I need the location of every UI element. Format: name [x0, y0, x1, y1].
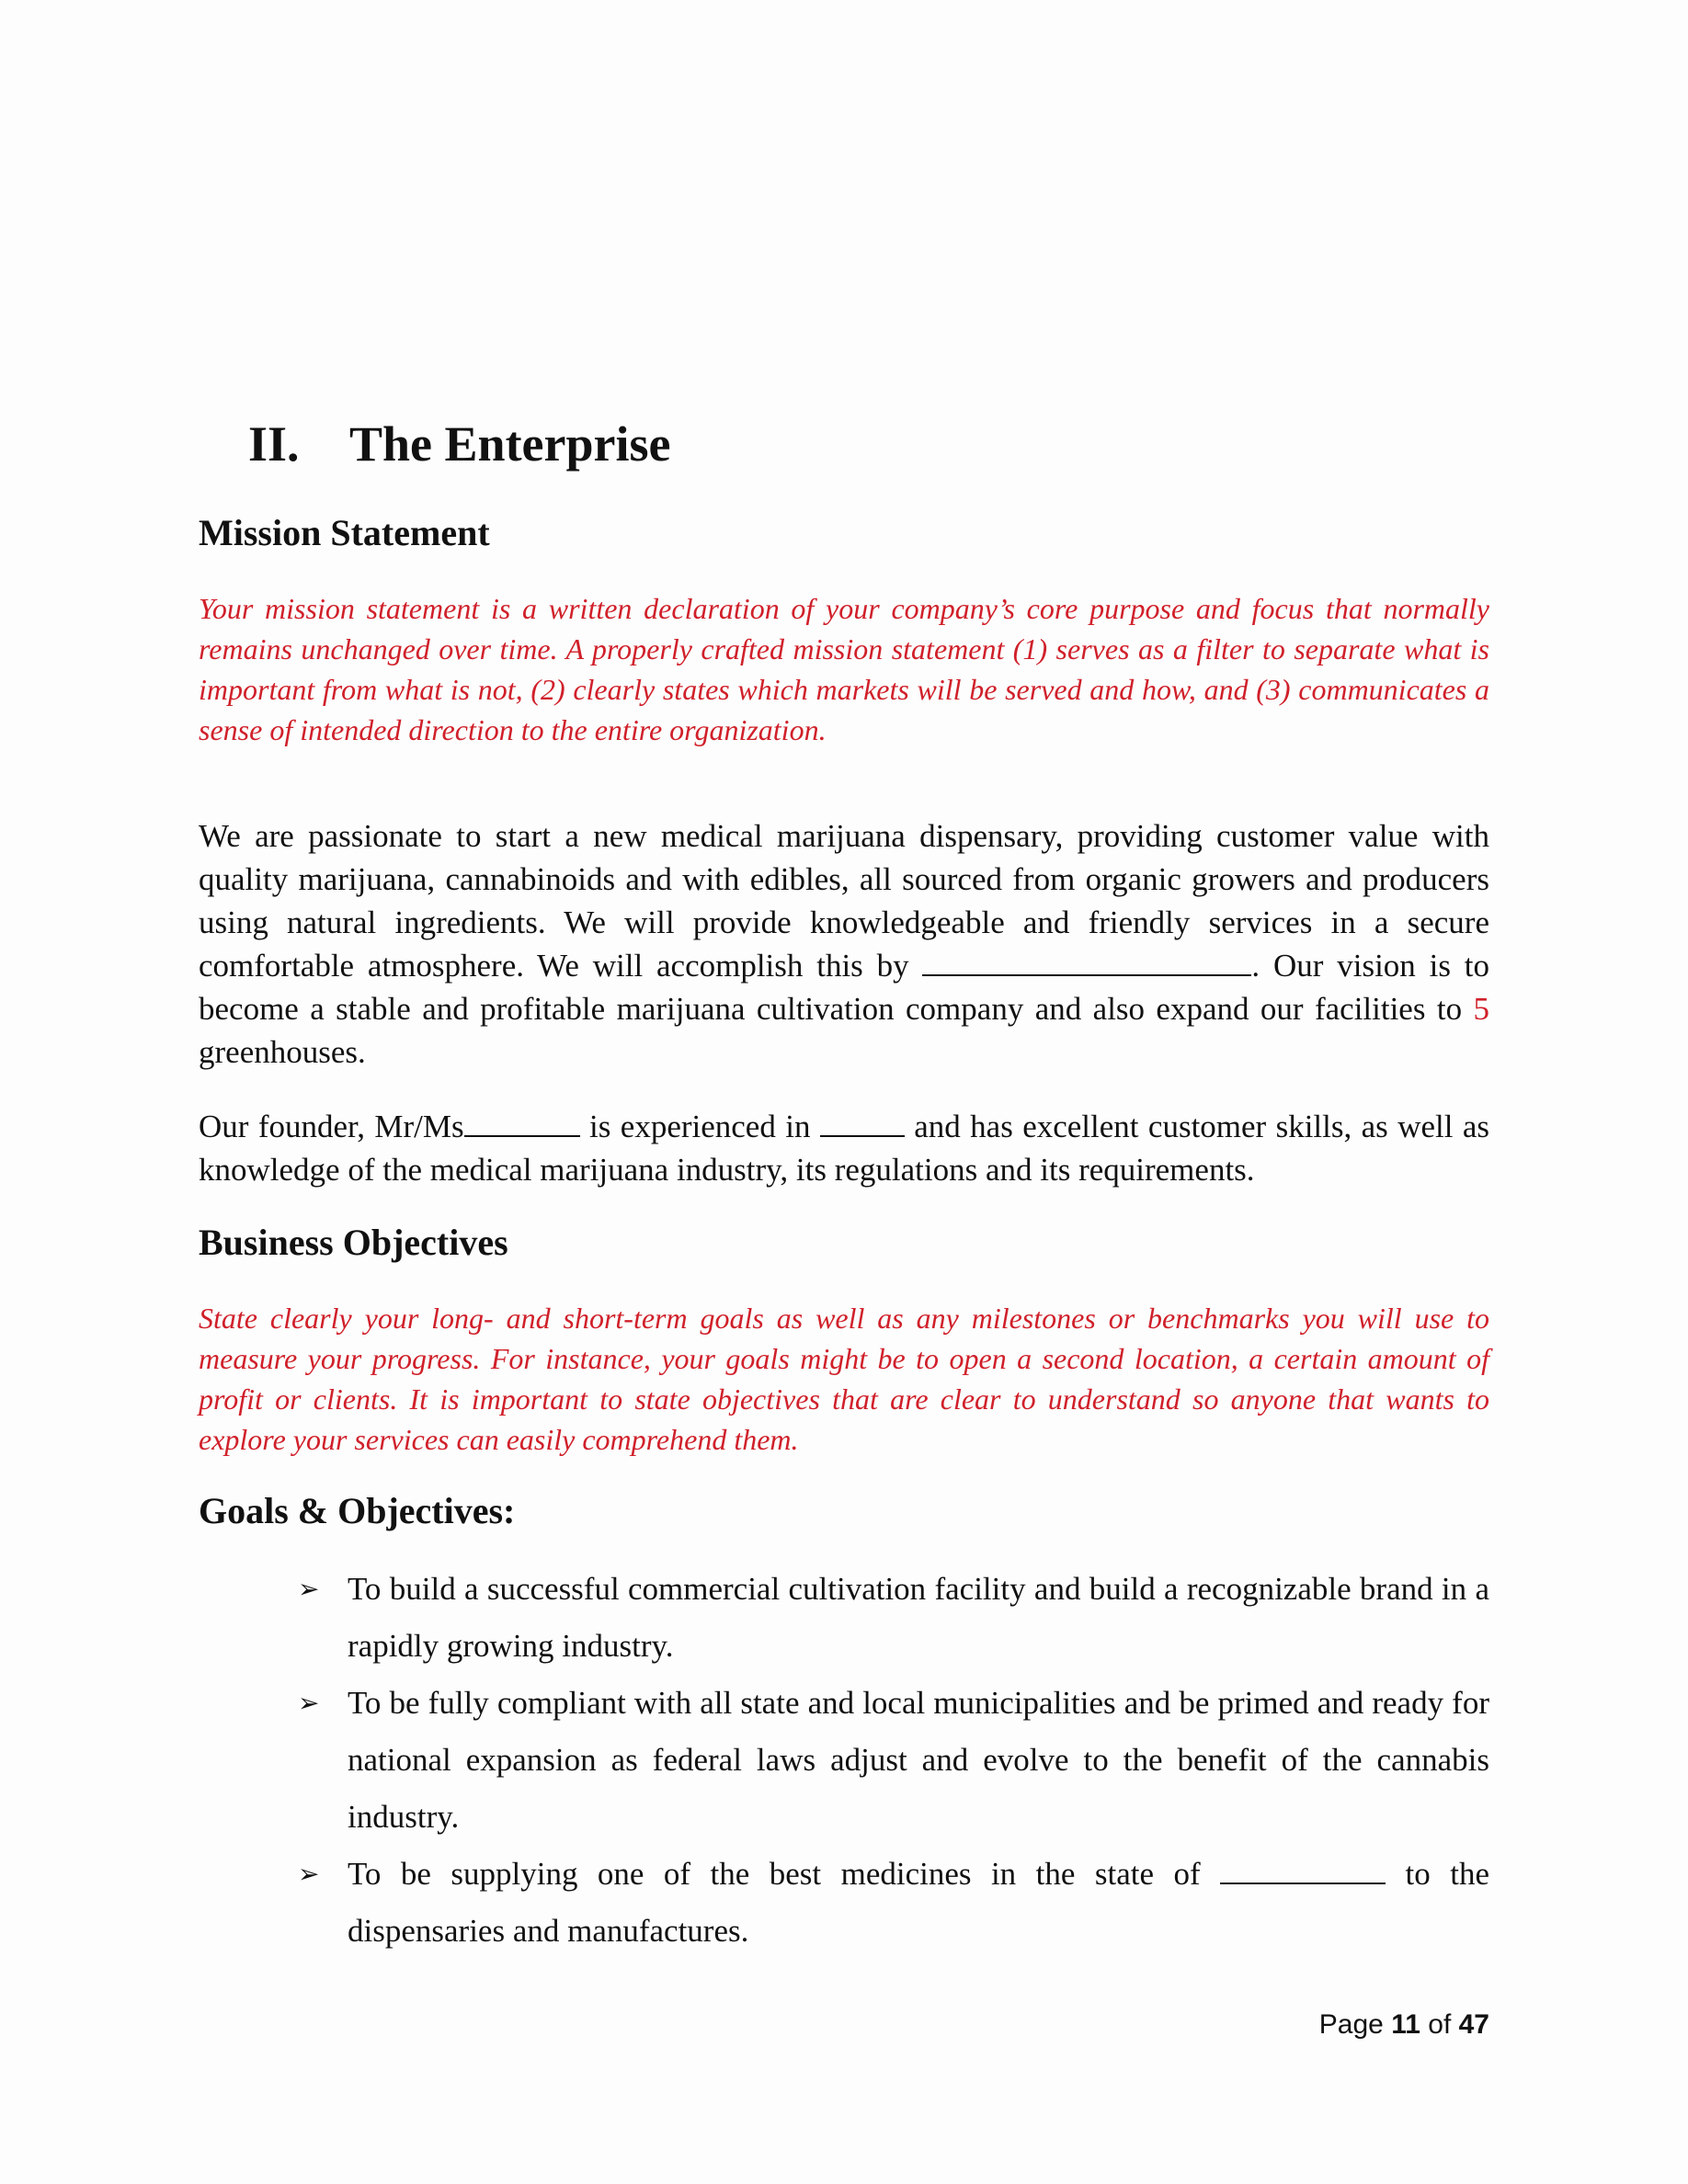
goal-text: To build a successful commercial cultivation facility and build a recognizable brand in a rapidly growing industry. — [348, 1571, 1489, 1664]
page-of: of — [1420, 2009, 1459, 2040]
goals-heading: Goals & Objectives: — [199, 1490, 516, 1531]
objectives-guidance: State clearly your long- and short-term goals as well as any milestones or benchmarks you will use to measure your progress. For instance, your goals might be to open a second location, a certain amount of profit or clients. It is important to state objectives that are clear to understand so anyone that wants to explore your services can easily comprehend them. — [199, 1302, 1489, 1456]
page-prefix: Page — [1318, 2009, 1392, 2040]
mission-text-1: We are passionate to start a new medical marijuana dispensary, providing customer value with quality marijuana, cannabinoids and with edibles, all sourced from organic growers and producers using natural ingredients. We will provide knowledgeable and friendly services in a secure comfortable atmosphere. We will accomplish this by — [199, 818, 1489, 984]
state-blank — [1220, 1857, 1386, 1884]
current-page: 11 — [1391, 2009, 1420, 2040]
business-objectives-heading: Business Objectives — [199, 1222, 508, 1263]
mission-heading: Mission Statement — [199, 512, 490, 553]
goal-item — [199, 1675, 1489, 1846]
arrowhead-bullet-icon: ➢ — [298, 1859, 320, 1889]
mission-paragraph — [199, 814, 1489, 1074]
founder-text-1: Our founder, Mr/Ms — [199, 1109, 464, 1144]
goal-text: To be fully compliant with all state and local municipalities and be primed and ready for national expansion as federal laws adjust and evolve to the benefit of the cannabis industry. — [348, 1685, 1489, 1835]
chapter-number: II. — [248, 416, 300, 472]
founder-text-3: and has excellent customer skills, as well as knowledge of the medical marijuana industry, its regulations and its requirements. — [199, 1109, 1489, 1188]
chapter-title: The Enterprise — [349, 416, 671, 472]
chapter-heading — [248, 415, 670, 472]
founder-paragraph — [199, 1105, 1489, 1191]
arrowhead-bullet-icon: ➢ — [298, 1688, 320, 1718]
accomplish-blank — [922, 949, 1251, 976]
goal-item — [199, 1846, 1489, 1960]
experience-blank — [820, 1109, 905, 1137]
goal-item — [199, 1561, 1489, 1675]
mission-text-2: . Our vision is to become a stable and profitable marijuana cultivation company and also expand our facilities to — [199, 948, 1489, 1027]
goal-text-1: To be supplying one of the best medicines in the state of — [348, 1856, 1221, 1892]
page-number — [1319, 2009, 1489, 2041]
mission-text-3: greenhouses. — [199, 1034, 366, 1070]
greenhouse-count: 5 — [1473, 991, 1489, 1027]
goals-list — [199, 1561, 1489, 1960]
founder-text-2: is experienced in — [579, 1109, 820, 1144]
goal-text-2: to the dispensaries and manufactures. — [348, 1856, 1490, 1949]
arrowhead-bullet-icon: ➢ — [298, 1574, 320, 1604]
mission-guidance: Your mission statement is a written declaration of your company’s core purpose and focus that normally remains unchanged over time. A properly crafted mission statement (1) serves as a filter to separate what is important from what is not, (2) clearly states which markets will be served and how, and (3) communicates a sense of intended direction to the entire organization. — [199, 592, 1489, 746]
total-pages: 47 — [1458, 2009, 1489, 2040]
founder-name-blank — [464, 1109, 580, 1137]
